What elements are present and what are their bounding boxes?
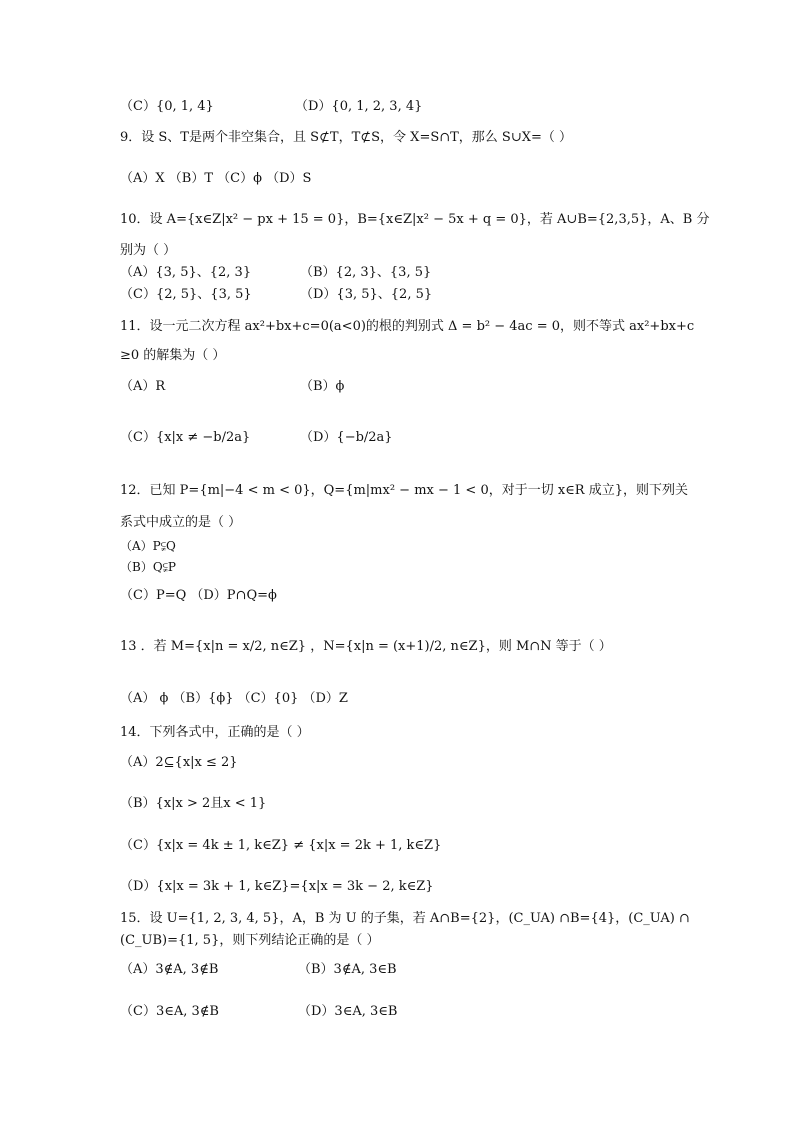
question-9: 9．设 S、T是两个非空集合，且 S⊄T，T⊄S，令 X=S∩T，那么 S∪X=（ ） bbox=[120, 130, 573, 145]
question-15-cont: (C_UB)={1, 5}，则下列结论正确的是（ ） bbox=[120, 933, 380, 948]
option-15b: （B）3∉A, 3∈B bbox=[298, 962, 397, 977]
option-15a: （A）3∉A, 3∉B bbox=[120, 962, 219, 977]
option-11c: （C）{x|x ≠ −b/2a} bbox=[120, 430, 251, 445]
question-15: 15．设 U={1, 2, 3, 4, 5}，A，B 为 U 的子集，若 A∩B={2}，(C_UA) ∩B={4}，(C_UA) ∩ bbox=[120, 911, 690, 926]
option-12b: （B）Q⫋P bbox=[120, 560, 177, 574]
options-12cd: （C）P=Q （D）P∩Q=ϕ bbox=[120, 588, 277, 603]
question-11: 11．设一元二次方程 ax²+bx+c=0(a<0)的根的判别式 Δ = b² − 4ac = 0，则不等式 ax²+bx+c bbox=[120, 319, 695, 334]
option-12a: （A）P⫋Q bbox=[120, 539, 176, 553]
question-12: 12．已知 P={m|−4 < m < 0}，Q={m|mx² − mx − 1 < 0，对于一切 x∈R 成立}，则下列关 bbox=[120, 483, 688, 498]
option-15d: （D）3∈A, 3∈B bbox=[298, 1004, 398, 1019]
option-14b: （B）{x|x > 2且x < 1} bbox=[120, 796, 267, 811]
option-11d: （D）{−b/2a} bbox=[300, 430, 393, 445]
question-14: 14．下列各式中，正确的是（ ） bbox=[120, 725, 310, 740]
option-10a: （A）{3, 5}、{2, 3} bbox=[120, 265, 252, 280]
question-10-cont: 别为（ ） bbox=[120, 243, 177, 258]
option-14a: （A）2⊆{x|x ≤ 2} bbox=[120, 755, 238, 770]
option-8d: （D）{0, 1, 2, 3, 4} bbox=[295, 99, 423, 114]
question-12-cont: 系式中成立的是（ ） bbox=[120, 515, 242, 530]
question-13: 13 ．若 M={x|n = x/2, n∈Z} ，N={x|n = (x+1)/2, n∈Z}，则 M∩N 等于（ ） bbox=[120, 639, 612, 654]
question-11-cont: ≥0 的解集为（ ） bbox=[120, 348, 226, 363]
option-15c: （C）3∈A, 3∉B bbox=[120, 1004, 219, 1019]
option-11b: （B）ϕ bbox=[300, 379, 345, 394]
option-8c: （C）{0, 1, 4} bbox=[120, 99, 214, 114]
option-10c: （C）{2, 5}、{3, 5} bbox=[120, 287, 252, 302]
option-10b: （B）{2, 3}、{3, 5} bbox=[300, 265, 432, 280]
option-11a: （A）R bbox=[120, 379, 166, 394]
option-14c: （C）{x|x = 4k ± 1, k∈Z} ≠ {x|x = 2k + 1, k∈Z} bbox=[120, 838, 442, 853]
options-13: （A） ϕ （B）{ϕ} （C）{0} （D）Z bbox=[120, 691, 348, 706]
option-14d: （D）{x|x = 3k + 1, k∈Z}={x|x = 3k − 2, k∈Z} bbox=[120, 879, 434, 894]
option-10d: （D）{3, 5}、{2, 5} bbox=[300, 287, 433, 302]
options-9: （A）X （B）T （C）ϕ （D）S bbox=[120, 171, 312, 186]
question-10: 10．设 A={x∈Z|x² − px + 15 = 0}，B={x∈Z|x² − 5x + q = 0}，若 A∪B={2,3,5}，A、B 分 bbox=[120, 212, 710, 227]
